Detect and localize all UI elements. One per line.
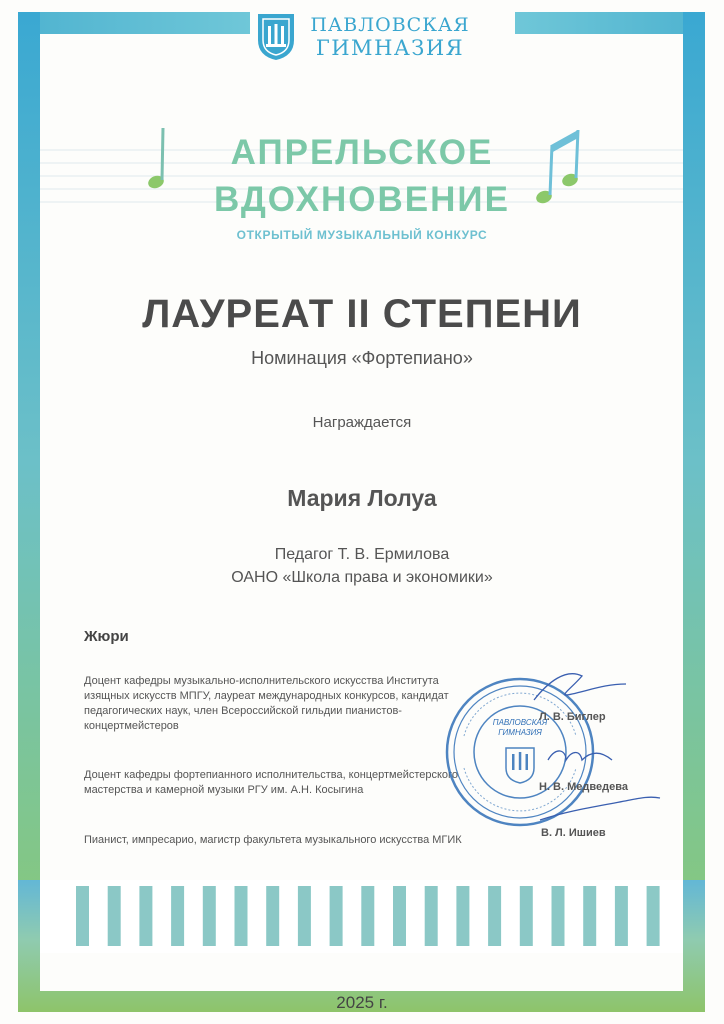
awarded-label: Награждается: [312, 414, 412, 431]
seal-center-line1: ПАВЛОВСКАЯ: [492, 718, 548, 727]
laureate-name: Мария Лолуа: [287, 485, 437, 511]
school-emblem-icon: [254, 10, 298, 62]
contest-subtitle: ОТКРЫТЫЙ МУЗЫКАЛЬНЫЙ КОНКУРС: [236, 228, 488, 242]
school-name-line1: ПАВЛОВСКАЯ: [310, 14, 470, 36]
contest-title-line1: АПРЕЛЬСКОЕ: [230, 133, 494, 172]
school-name-line2: ГИМНАЗИЯ: [315, 36, 465, 60]
seal-emblem-icon: [506, 748, 534, 783]
nomination: Номинация «Фортепиано»: [251, 348, 473, 368]
teacher-name: Педагог Т. В. Ермилова: [274, 546, 450, 563]
jury-member-2-name: Н. В. Медведева: [539, 781, 628, 793]
award-title: ЛАУРЕАТ II СТЕПЕНИ: [142, 292, 582, 336]
jury-member-3-description: Пианист, импресарио, магистр факультета музыкального искусства МГИК: [84, 834, 462, 846]
seal-center-line2: ГИМНАЗИЯ: [498, 728, 542, 737]
school-name: [305, 14, 475, 60]
jury-member-1-name: Л. В. Биглер: [539, 711, 606, 723]
jury-heading: Жюри: [84, 628, 129, 645]
jury-member-2-description: Доцент кафедры фортепианного исполнительства, концертмейстерского мастерства и камерной музыки РГУ им. А.Н. Косыгина: [84, 769, 458, 796]
jury-member-3-name: В. Л. Ишиев: [541, 827, 606, 839]
contest-title-line2: ВДОХНОВЕНИЕ: [214, 180, 510, 219]
round-seal-icon: [444, 676, 596, 828]
organization-name: ОАНО «Школа права и экономики»: [231, 569, 493, 586]
jury-member-1-description: Доцент кафедры музыкально-исполнительского искусства Института изящных искусств МПГУ, лауреат международных конкурсов, кандидат педагогических наук, член Всероссийской гильдии пианистов-концертмейстеров: [84, 675, 449, 732]
year: 2025 г.: [336, 993, 388, 1012]
